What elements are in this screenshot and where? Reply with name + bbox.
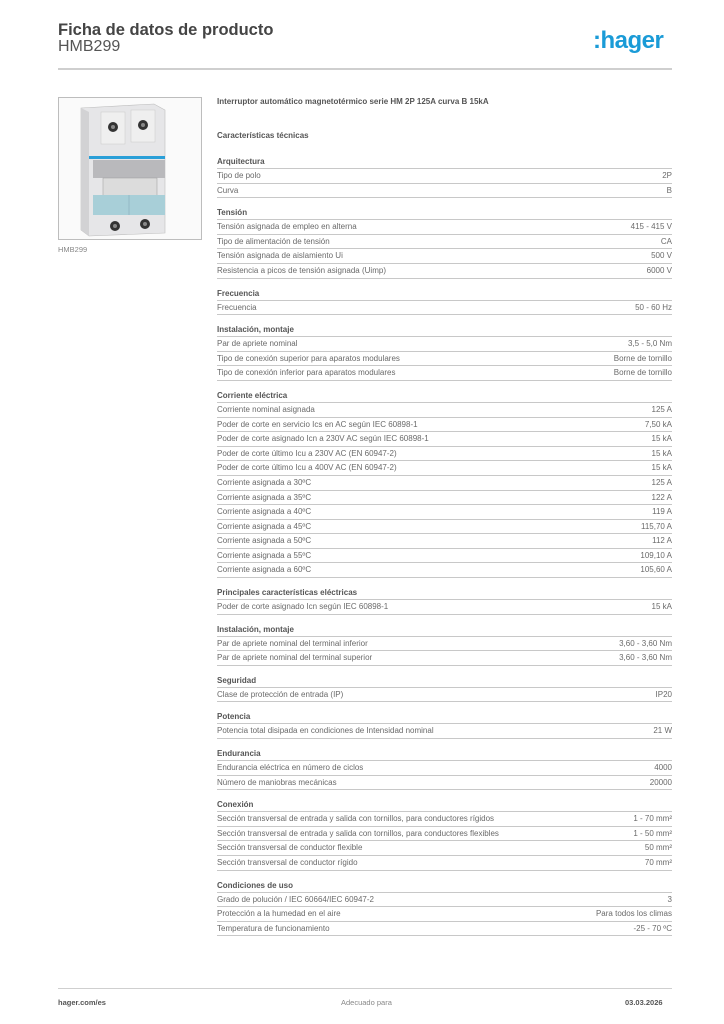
spec-row (217, 220, 672, 235)
spec-section (217, 390, 672, 578)
spec-section (217, 675, 672, 703)
spec-row (217, 776, 672, 791)
spec-label: Sección transversal de conductor rígido (217, 858, 358, 867)
spec-row (217, 534, 672, 549)
section-title: Condiciones de uso (217, 880, 672, 893)
spec-section (217, 711, 672, 739)
spec-row (217, 827, 672, 842)
spec-row (217, 907, 672, 922)
spec-label: Clase de protección de entrada (IP) (217, 689, 344, 699)
header-divider (58, 68, 672, 70)
spec-section (217, 324, 672, 381)
spec-label: Protección a la humedad en el aire (217, 909, 341, 919)
spec-label: Tipo de conexión superior para aparatos modulares (217, 353, 400, 363)
spec-row (217, 476, 672, 491)
section-title: Principales características eléctricas (217, 587, 672, 600)
circuit-breaker-icon (59, 98, 201, 239)
spec-row (217, 366, 672, 381)
footer-date: 03.03.2026 (625, 998, 663, 1007)
spec-row (217, 337, 672, 352)
spec-value: 50 - 60 Hz (635, 302, 672, 312)
spec-value: Borne de tornillo (613, 353, 672, 363)
spec-row (217, 491, 672, 506)
spec-label: Corriente nominal asignada (217, 404, 315, 414)
spec-label: Frecuencia (217, 302, 257, 312)
spec-label: Sección transversal de entrada y salida con tornillos, para conductores rígidos (217, 814, 495, 824)
spec-row (217, 688, 672, 703)
product-image (58, 97, 202, 240)
spec-value: CA (660, 236, 672, 246)
spec-value: 3 (667, 894, 672, 904)
spec-value: 119 A (652, 507, 672, 517)
spec-row (217, 520, 672, 535)
spec-value: 50 mm² (644, 843, 672, 853)
spec-section (217, 799, 672, 870)
footer-website-link[interactable]: hager.com/es (58, 998, 106, 1007)
spec-label: Tipo de conexión inferior para aparatos modulares (217, 368, 396, 378)
spec-row (217, 264, 672, 279)
spec-row (217, 184, 672, 199)
hager-logo: :hager (593, 27, 664, 54)
section-title: Conexión (217, 799, 672, 812)
spec-value: 500 V (651, 251, 672, 261)
section-title: Arquitectura (217, 156, 672, 169)
spec-value: 415 - 415 V (630, 222, 672, 232)
spec-label: Temperatura de funcionamiento (217, 923, 330, 933)
spec-label: Endurancia eléctrica en número de ciclos (217, 763, 364, 773)
spec-row (217, 856, 672, 871)
spec-row (217, 169, 672, 184)
spec-label: Par de apriete nominal del terminal inferior (217, 638, 368, 648)
section-title: Frecuencia (217, 288, 672, 301)
spec-label: Tipo de alimentación de tensión (217, 236, 330, 246)
spec-row (217, 352, 672, 367)
spec-value: 1 - 70 mm² (633, 814, 672, 824)
product-image-caption: HMB299 (58, 245, 88, 254)
section-title: Tensión (217, 207, 672, 220)
spec-value: Para todos los climas (595, 909, 672, 919)
spec-label: Poder de corte asignado Icn según IEC 60898-1 (217, 602, 389, 612)
spec-row (217, 812, 672, 827)
spec-label: Poder de corte asignado Icn a 230V AC según IEC 60898-1 (217, 434, 429, 444)
spec-value: 7,50 kA (644, 419, 672, 429)
spec-value: Borne de tornillo (613, 368, 672, 378)
spec-label: Curva (217, 185, 239, 195)
spec-label: Corriente asignada a 60ºC (217, 565, 312, 575)
spec-value: 15 kA (651, 434, 672, 444)
spec-row (217, 893, 672, 908)
spec-value: 4000 (654, 763, 672, 773)
product-code: HMB299 (58, 38, 121, 55)
spec-label: Corriente asignada a 40ºC (217, 507, 312, 517)
spec-label: Poder de corte último Icu a 400V AC (EN 60947-2) (217, 463, 397, 473)
spec-value: 109,10 A (640, 550, 672, 560)
spec-value: 3,60 - 3,60 Nm (619, 653, 672, 663)
spec-label: Tipo de polo (217, 171, 261, 180)
characteristics-heading: Características técnicas (217, 131, 309, 140)
spec-label: Potencia total disipada en condiciones de Intensidad nominal (217, 726, 434, 736)
section-title: Instalación, montaje (217, 624, 672, 637)
spec-row (217, 841, 672, 856)
spec-value: 70 mm² (644, 858, 672, 867)
spec-row (217, 563, 672, 578)
spec-section (217, 156, 672, 198)
spec-row (217, 505, 672, 520)
product-description: Interruptor automático magnetotérmico serie HM 2P 125A curva B 15kA (217, 97, 489, 106)
section-title: Seguridad (217, 675, 672, 688)
spec-row (217, 724, 672, 739)
spec-value: 3,5 - 5,0 Nm (627, 339, 672, 349)
section-title: Endurancia (217, 748, 672, 761)
spec-label: Sección transversal de conductor flexible (217, 843, 363, 853)
spec-label: Sección transversal de entrada y salida con tornillos, para conductores flexibles (217, 828, 499, 838)
spec-row (217, 432, 672, 447)
spec-value: IP20 (655, 689, 672, 699)
section-title: Corriente eléctrica (217, 390, 672, 403)
spec-label: Resistencia a picos de tensión asignada (Uimp) (217, 265, 386, 275)
spec-value: 1 - 50 mm² (633, 828, 672, 838)
spec-row (217, 249, 672, 264)
spec-row (217, 637, 672, 652)
spec-row (217, 461, 672, 476)
spec-row (217, 761, 672, 776)
spec-value: 15 kA (651, 602, 672, 612)
section-title: Potencia (217, 711, 672, 724)
spec-label: Número de maniobras mecánicas (217, 777, 337, 787)
spec-label: Tensión asignada de empleo en alterna (217, 222, 357, 232)
page-title: Ficha de datos de producto (58, 21, 274, 39)
spec-label: Par de apriete nominal (217, 339, 298, 349)
spec-section (217, 748, 672, 790)
spec-value: B (666, 185, 672, 195)
spec-label: Grado de polución / IEC 60664/IEC 60947-2 (217, 894, 374, 904)
spec-section (217, 288, 672, 316)
spec-section (217, 587, 672, 615)
spec-value: 20000 (649, 777, 672, 787)
spec-row (217, 651, 672, 666)
spec-value: 112 A (652, 536, 672, 546)
spec-value: 105,60 A (640, 565, 672, 575)
spec-row (217, 235, 672, 250)
spec-value: 115,70 A (641, 521, 672, 531)
spec-row (217, 403, 672, 418)
spec-label: Poder de corte en servicio Ics en AC según IEC 60898-1 (217, 419, 418, 429)
spec-table (217, 156, 672, 945)
section-title: Instalación, montaje (217, 324, 672, 337)
spec-value: 125 A (651, 404, 672, 414)
spec-section (217, 880, 672, 937)
spec-row (217, 301, 672, 316)
spec-label: Poder de corte último Icu a 230V AC (EN 60947-2) (217, 448, 397, 458)
spec-row (217, 600, 672, 615)
spec-value: 125 A (651, 477, 672, 487)
footer-divider (58, 988, 672, 989)
spec-row (217, 418, 672, 433)
spec-value: 6000 V (646, 265, 672, 275)
spec-value: 21 W (653, 726, 672, 736)
spec-row (217, 447, 672, 462)
footer-suitable-for: Adecuado para (341, 998, 392, 1007)
spec-label: Corriente asignada a 50ºC (217, 536, 312, 546)
spec-label: Corriente asignada a 30ºC (217, 477, 312, 487)
spec-label: Corriente asignada a 45ºC (217, 521, 312, 531)
spec-value: 2P (662, 171, 672, 180)
spec-value: 3,60 - 3,60 Nm (619, 638, 672, 648)
spec-section (217, 207, 672, 278)
spec-value: 15 kA (651, 463, 672, 473)
spec-label: Par de apriete nominal del terminal superior (217, 653, 373, 663)
spec-value: 122 A (651, 492, 672, 502)
spec-row (217, 549, 672, 564)
spec-row (217, 922, 672, 937)
spec-value: 15 kA (651, 448, 672, 458)
spec-value: -25 - 70 ºC (633, 923, 672, 933)
spec-label: Tensión asignada de aislamiento Ui (217, 251, 343, 261)
spec-section (217, 624, 672, 666)
spec-label: Corriente asignada a 35ºC (217, 492, 312, 502)
spec-label: Corriente asignada a 55ºC (217, 550, 312, 560)
